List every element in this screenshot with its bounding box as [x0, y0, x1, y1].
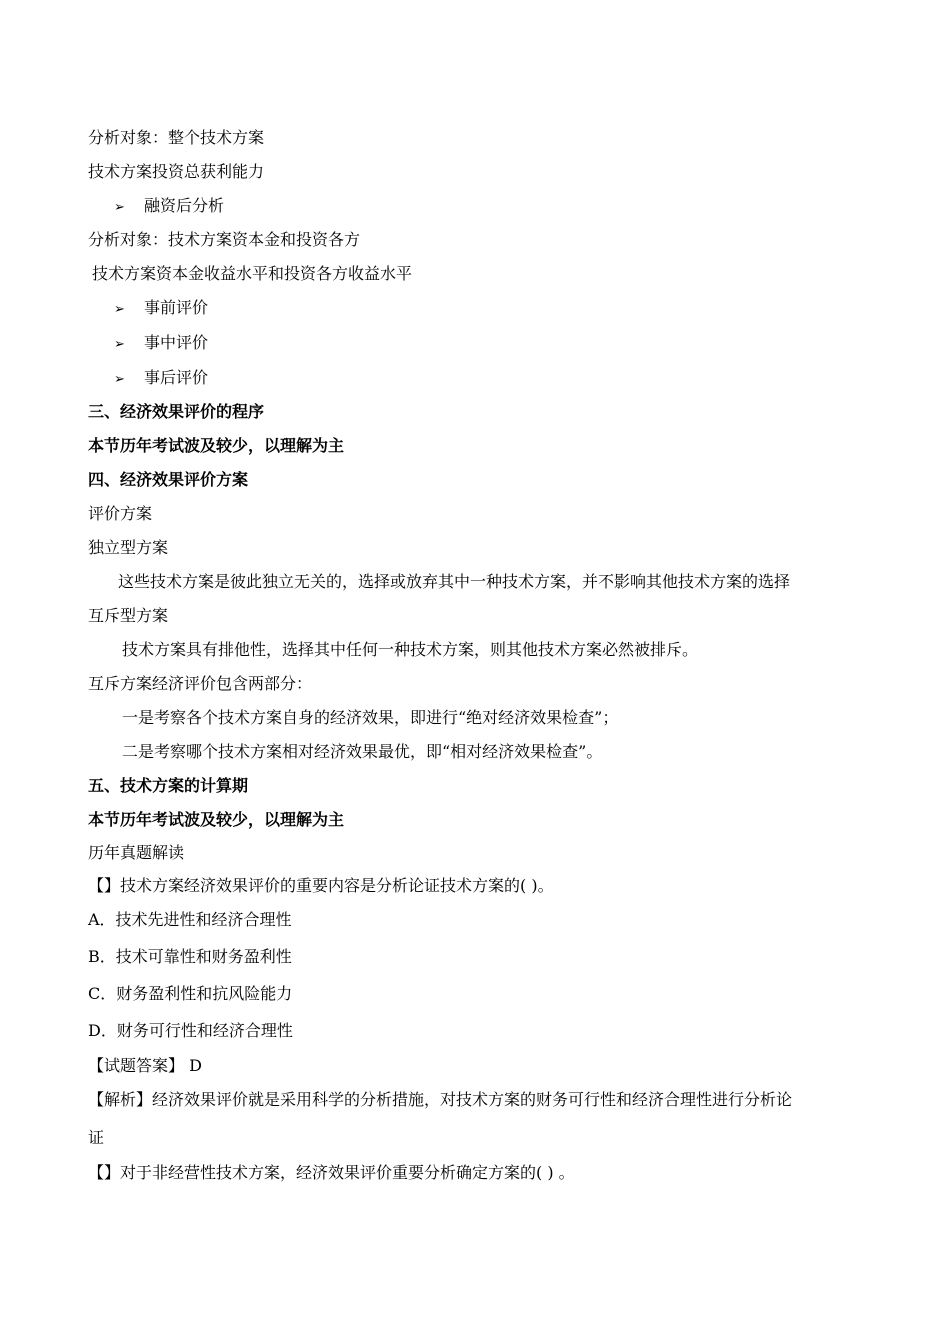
bullet-item — [114, 333, 208, 355]
explanation: 【解析】经济效果评价就是采用科学的分析措施，对技术方案的财务可行性和经济合理性进行分析论 — [88, 1090, 793, 1109]
bullet-arrow-icon: ➢ — [114, 337, 125, 352]
section-heading: 五、技术方案的计算期 — [88, 776, 249, 795]
section-heading: 四、经济效果评价方案 — [88, 470, 249, 489]
text-line: 评价方案 — [88, 504, 153, 523]
answer: 【试题答案】 D — [88, 1056, 202, 1075]
text-line: 分析对象：技术方案资本金和投资各方 — [88, 230, 361, 249]
text-line: 一是考察各个技术方案自身的经济效果，即进行“绝对经济效果检查”； — [122, 708, 619, 727]
option-a: A．技术先进性和经济合理性 — [88, 910, 292, 929]
text-line: 分析对象：整个技术方案 — [88, 128, 265, 147]
option-d: D．财务可行性和经济合理性 — [88, 1021, 293, 1040]
bullet-arrow-icon: ➢ — [114, 372, 125, 387]
text-line: 独立型方案 — [88, 538, 169, 557]
bullet-label: 事中评价 — [144, 333, 209, 352]
bullet-arrow-icon: ➢ — [114, 302, 125, 317]
text-line: 互斥方案经济评价包含两部分： — [88, 674, 313, 693]
option-b: B．技术可靠性和财务盈利性 — [88, 947, 292, 966]
section-note: 本节历年考试波及较少，以理解为主 — [88, 436, 345, 455]
bullet-label: 事后评价 — [144, 368, 209, 387]
text-line: 二是考察哪个技术方案相对经济效果最优，即“相对经济效果检查”。 — [122, 742, 603, 761]
explanation-continued: 证 — [88, 1128, 105, 1147]
text-line: 历年真题解读 — [88, 843, 185, 862]
bullet-item — [114, 196, 224, 218]
text-line: 互斥型方案 — [88, 606, 169, 625]
bullet-item — [114, 298, 208, 320]
text-line: 技术方案具有排他性，选择其中任何一种技术方案，则其他技术方案必然被排斥。 — [122, 640, 699, 659]
section-heading: 三、经济效果评价的程序 — [88, 402, 265, 421]
option-c: C．财务盈利性和抗风险能力 — [88, 984, 293, 1003]
bullet-arrow-icon: ➢ — [114, 200, 125, 215]
question: 【】技术方案经济效果评价的重要内容是分析论证技术方案的( )。 — [88, 876, 554, 895]
bullet-item — [114, 368, 208, 390]
bullet-label: 事前评价 — [144, 298, 209, 317]
bullet-label: 融资后分析 — [144, 196, 225, 215]
question: 【】对于非经营性技术方案，经济效果评价重要分析确定方案的( ) 。 — [88, 1163, 575, 1182]
section-note: 本节历年考试波及较少，以理解为主 — [88, 810, 345, 829]
text-line: 技术方案资本金收益水平和投资各方收益水平 — [92, 264, 413, 283]
text-line: 这些技术方案是彼此独立无关的，选择或放弃其中一种技术方案，并不影响其他技术方案的选择 — [118, 572, 791, 591]
text-line: 技术方案投资总获利能力 — [88, 162, 265, 181]
